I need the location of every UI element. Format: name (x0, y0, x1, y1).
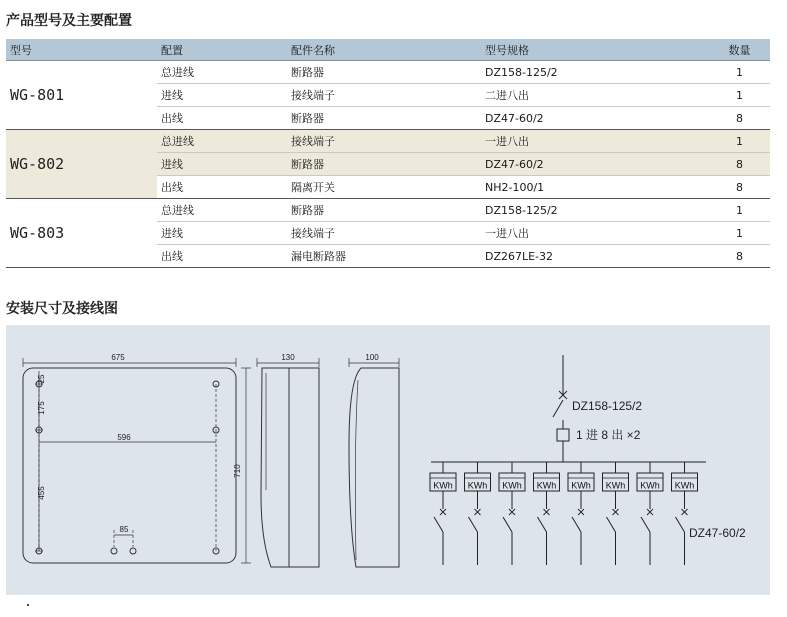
main-breaker-switch (553, 400, 563, 417)
branch-breaker-switch (607, 517, 616, 532)
dim-width-label: 675 (111, 353, 125, 362)
spec-cell: 二进八出 (481, 84, 709, 107)
config-cell: 进线 (157, 222, 287, 245)
config-cell: 进线 (157, 84, 287, 107)
model-cell: WG-802 (6, 130, 157, 199)
spec-cell: 一进八出 (481, 222, 709, 245)
kwh-meter-label: KWh (433, 480, 453, 491)
table-row (6, 61, 770, 84)
kwh-meter-label: KWh (502, 480, 522, 491)
install-wiring-diagram (6, 325, 770, 595)
cabinet-front-outline (23, 368, 236, 563)
qty-cell: 1 (709, 222, 770, 245)
spec-cell: DZ267LE-32 (481, 245, 709, 268)
table-row (6, 130, 770, 153)
qty-cell: 1 (709, 199, 770, 222)
qty-cell: 8 (709, 107, 770, 130)
product-config-title: 产品型号及主要配置 (6, 13, 132, 29)
mount-hole (111, 548, 117, 554)
spec-cell: DZ47-60/2 (481, 153, 709, 176)
branch-breaker-mark (578, 509, 584, 515)
kwh-meter-label: KWh (536, 480, 557, 491)
branch-breaker-switch (469, 517, 478, 532)
branch-breaker-mark (682, 509, 688, 515)
kwh-meter-label: KWh (571, 480, 591, 491)
branch-breaker-label: DZ47-60/2 (689, 526, 746, 540)
col-model: 型号 (6, 39, 157, 61)
config-cell: 总进线 (157, 130, 287, 153)
qty-cell: 8 (709, 176, 770, 199)
spec-cell: DZ158-125/2 (481, 61, 709, 84)
side-view-a (257, 358, 319, 567)
branch-breaker-mark (475, 509, 481, 515)
config-table (6, 39, 770, 268)
col-config: 配置 (157, 39, 287, 61)
kwh-meter-label: KWh (605, 480, 626, 491)
branch-breaker-mark (440, 509, 446, 515)
terminal-block-icon (557, 429, 569, 441)
part-cell: 接线端子 (287, 84, 481, 107)
dim-height-label: 710 (233, 464, 242, 478)
spec-cell: DZ47-60/2 (481, 107, 709, 130)
part-cell: 断路器 (287, 107, 481, 130)
config-cell: 出线 (157, 245, 287, 268)
branch-breaker-switch (641, 517, 650, 532)
dim-hole-span-label: 596 (117, 433, 131, 442)
qty-cell: 8 (709, 245, 770, 268)
branch-breaker-mark (509, 509, 515, 515)
branch-breaker-switch (676, 517, 685, 532)
col-qty: 数量 (709, 39, 770, 61)
qty-cell: 1 (709, 130, 770, 153)
part-cell: 隔离开关 (287, 176, 481, 199)
kwh-meter-label: KWh (640, 480, 660, 491)
config-cell: 总进线 (157, 199, 287, 222)
dim-top-offset-label: 25 (37, 374, 46, 384)
branch-breaker-switch (503, 517, 512, 532)
col-spec: 型号规格 (481, 39, 709, 61)
kwh-meter-label: KWh (674, 480, 695, 491)
wiring-diagram (430, 355, 706, 565)
config-cell: 总进线 (157, 61, 287, 84)
qty-cell: 1 (709, 84, 770, 107)
kwh-meter-label: KWh (467, 480, 488, 491)
dim-depth-b-label: 100 (365, 353, 379, 362)
spec-cell: 一进八出 (481, 130, 709, 153)
col-part-name: 配件名称 (287, 39, 481, 61)
dim-bottom-spacing-label: 85 (119, 525, 129, 534)
diagram-canvas (6, 325, 770, 595)
branch-breaker-mark (647, 509, 653, 515)
footnote-dot (27, 604, 29, 606)
spec-cell: DZ158-125/2 (481, 199, 709, 222)
table-row (6, 199, 770, 222)
mount-hole (130, 548, 136, 554)
dim-lower-spacing-label: 455 (37, 486, 46, 500)
model-cell: WG-801 (6, 61, 157, 130)
table-header-row (6, 39, 770, 61)
branch-breaker-switch (538, 517, 547, 532)
branch-breaker-switch (434, 517, 443, 532)
branch-breaker-switch (572, 517, 581, 532)
part-cell: 断路器 (287, 199, 481, 222)
branch-breaker-mark (613, 509, 619, 515)
config-cell: 出线 (157, 176, 287, 199)
model-cell: WG-803 (6, 199, 157, 268)
part-cell: 漏电断路器 (287, 245, 481, 268)
part-cell: 断路器 (287, 61, 481, 84)
install-dimension-title: 安装尺寸及接线图 (6, 301, 118, 317)
branch-breaker-mark (544, 509, 550, 515)
side-view-b (349, 358, 399, 567)
qty-cell: 8 (709, 153, 770, 176)
dim-depth-a-label: 130 (281, 353, 295, 362)
front-view (23, 358, 251, 563)
part-cell: 接线端子 (287, 130, 481, 153)
main-breaker-label: DZ158-125/2 (572, 399, 643, 413)
dim-upper-spacing-label: 175 (37, 401, 46, 415)
config-cell: 出线 (157, 107, 287, 130)
terminal-label: 1 进 8 出 ×2 (576, 428, 641, 442)
qty-cell: 1 (709, 61, 770, 84)
spec-cell: NH2-100/1 (481, 176, 709, 199)
cabinet-door-outline (349, 368, 399, 567)
config-cell: 进线 (157, 153, 287, 176)
part-cell: 断路器 (287, 153, 481, 176)
cabinet-side-outline (261, 368, 319, 567)
part-cell: 接线端子 (287, 222, 481, 245)
